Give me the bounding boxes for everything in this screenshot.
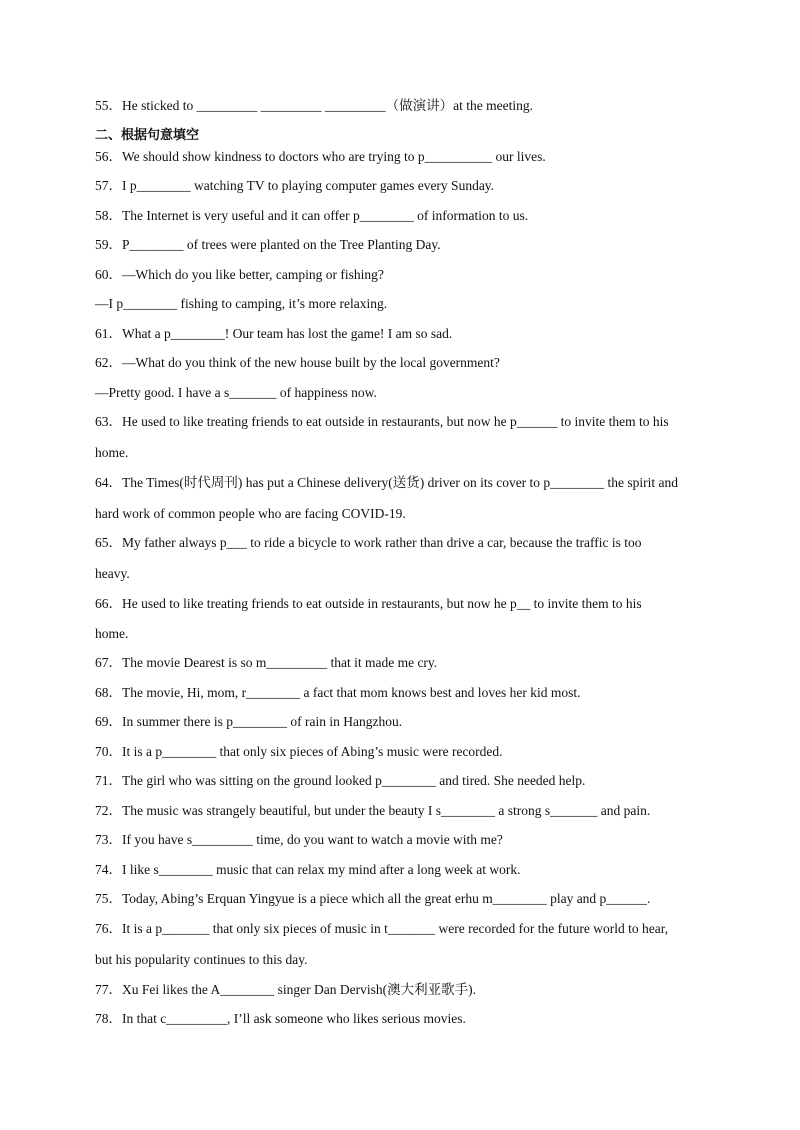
question-66: 66．He used to like treating friends to eat outside in restaurants, but now he p__ to invite them to his: [95, 596, 642, 611]
question-76: 76．It is a p_______ that only six pieces of music in t_______ were recorded for the future world to hear,: [95, 921, 669, 936]
question-55: 55．He sticked to _________ _________ _________（做演讲）at the meeting.: [95, 98, 533, 113]
question-63-cont: home.: [95, 445, 129, 460]
section-heading: 二、根据句意填空: [95, 128, 200, 143]
question-76-cont: but his popularity continues to this day.: [95, 952, 308, 967]
question-67: 67．The movie Dearest is so m_________ that it made me cry.: [95, 655, 438, 670]
question-61: 61．What a p________! Our team has lost the game! I am so sad.: [95, 326, 453, 341]
question-64: 64．The Times(时代周刊) has put a Chinese delivery(送货) driver on its cover to p________ the spirit and: [95, 475, 679, 490]
question-56: 56．We should show kindness to doctors who are trying to p__________ our lives.: [95, 149, 546, 164]
question-58: 58．The Internet is very useful and it can offer p________ of information to us.: [95, 208, 529, 223]
question-77: 77．Xu Fei likes the A________ singer Dan Dervish(澳大利亚歌手).: [95, 982, 476, 997]
question-65-cont: heavy.: [95, 566, 130, 581]
question-70: 70．It is a p________ that only six pieces of Abing’s music were recorded.: [95, 744, 503, 759]
question-78: 78．In that c_________, I’ll ask someone who likes serious movies.: [95, 1011, 466, 1026]
question-59: 59．P________ of trees were planted on the Tree Planting Day.: [95, 237, 441, 252]
question-75: 75．Today, Abing’s Erquan Yingyue is a piece which all the great erhu m________ play and p______.: [95, 891, 651, 906]
question-65: 65．My father always p___ to ride a bicycle to work rather than drive a car, because the traffic is too: [95, 535, 642, 550]
question-64-cont: hard work of common people who are facing COVID-19.: [95, 506, 406, 521]
question-60-answer: —I p________ fishing to camping, it’s more relaxing.: [95, 296, 388, 311]
question-74: 74．I like s________ music that can relax my mind after a long week at work.: [95, 862, 521, 877]
question-62: 62．—What do you think of the new house built by the local government?: [95, 355, 500, 370]
question-71: 71．The girl who was sitting on the ground looked p________ and tired. She needed help.: [95, 773, 586, 788]
question-62-answer: —Pretty good. I have a s_______ of happiness now.: [95, 385, 377, 400]
question-69: 69．In summer there is p________ of rain in Hangzhou.: [95, 714, 403, 729]
question-60: 60．—Which do you like better, camping or fishing?: [95, 267, 384, 282]
question-72: 72．The music was strangely beautiful, but under the beauty I s________ a strong s_______ and pain.: [95, 803, 651, 818]
question-68: 68．The movie, Hi, mom, r________ a fact that mom knows best and loves her kid most.: [95, 685, 581, 700]
question-63: 63．He used to like treating friends to eat outside in restaurants, but now he p______ to invite them to his: [95, 414, 669, 429]
question-57: 57．I p________ watching TV to playing computer games every Sunday.: [95, 178, 495, 193]
question-73: 73．If you have s_________ time, do you want to watch a movie with me?: [95, 832, 503, 847]
question-66-cont: home.: [95, 626, 129, 641]
